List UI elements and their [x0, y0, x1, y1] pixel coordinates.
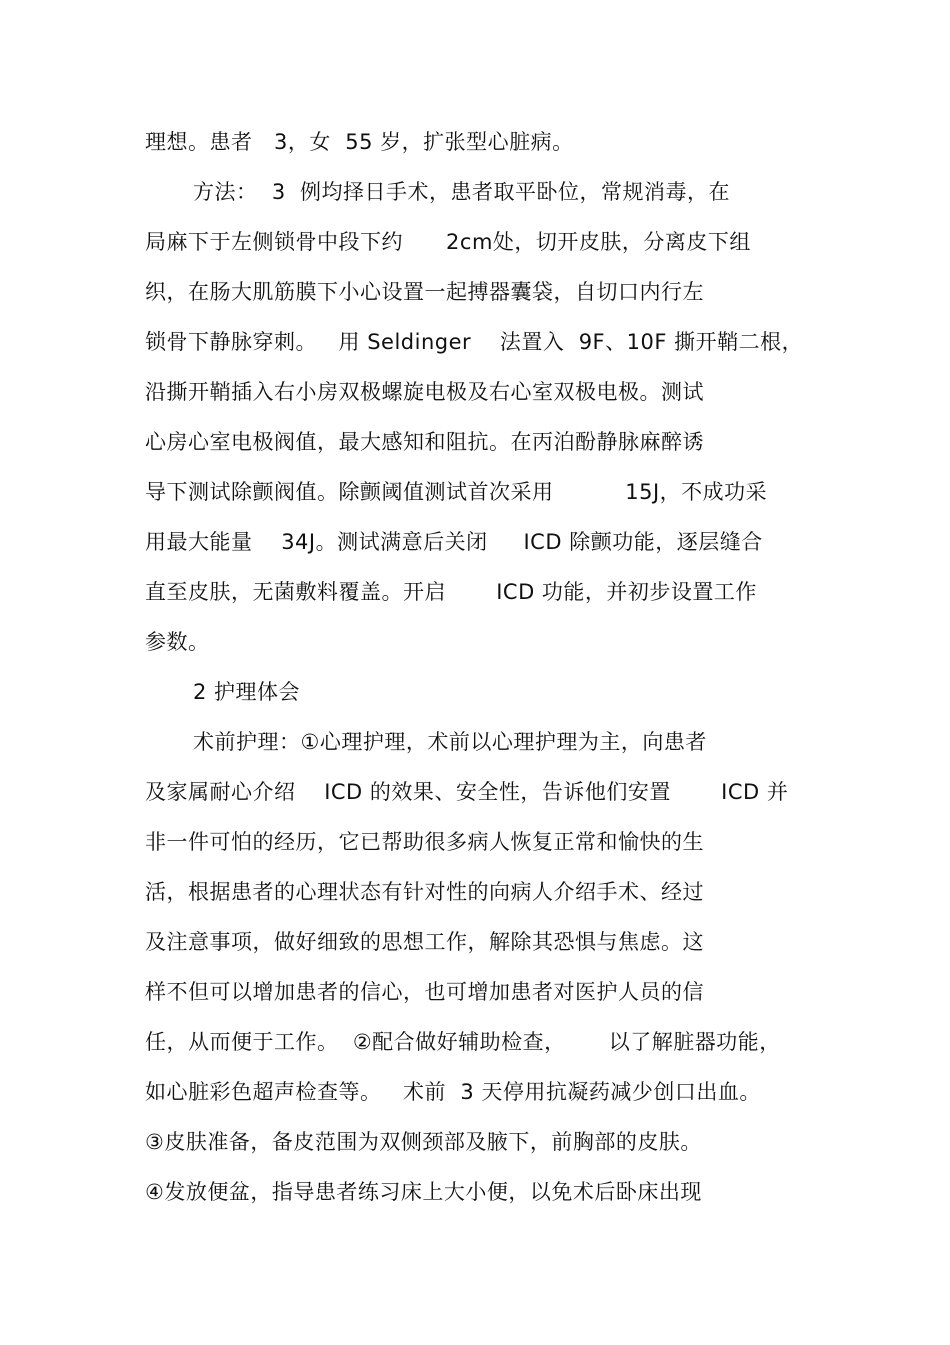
text-line: ③皮肤准备，备皮范围为双侧颈部及腋下，前胸部的皮肤。	[145, 1130, 702, 1154]
text-line: 理想。患者 3，女 55 岁，扩张型心脏病。	[145, 130, 574, 154]
paragraph-preop-start: 术前护理：①心理护理，术前以心理护理为主，向患者	[193, 730, 707, 754]
text-line: 及注意事项，做好细致的思想工作，解除其恐惧与焦虑。这	[145, 930, 704, 954]
section-heading: 2 护理体会	[193, 680, 301, 704]
text-line: 样不但可以增加患者的信心，也可增加患者对医护人员的信	[145, 980, 704, 1004]
text-line: 及家属耐心介绍 ICD 的效果、安全性，告诉他们安置 ICD 并	[145, 780, 789, 804]
paragraph-method-start: 方法： 3 例均择日手术，患者取平卧位，常规消毒，在	[193, 180, 731, 204]
text-line: 沿撕开鞘插入右小房双极螺旋电极及右心室双极电极。测试	[145, 380, 704, 404]
text-line: 导下测试除颤阀值。除颤阈值测试首次采用 15J，不成功采	[145, 480, 768, 504]
text-line: 用最大能量 34J。测试满意后关闭 ICD 除颤功能，逐层缝合	[145, 530, 763, 554]
text-line: 如心脏彩色超声检查等。 术前 3 天停用抗凝药减少创口出血。	[145, 1080, 761, 1104]
text-line: ④发放便盆，指导患者练习床上大小便，以免术后卧床出现	[145, 1180, 702, 1204]
text-line: 局麻下于左侧锁骨中段下约 2cm处，切开皮肤，分离皮下组	[145, 230, 751, 254]
text-line: 织，在肠大肌筋膜下小心设置一起搏器囊袋，自切口内行左	[145, 280, 704, 304]
text-line: 参数。	[145, 630, 210, 654]
text-line: 锁骨下静脉穿刺。 用 Seldinger 法置入 9F、10F 撕开鞘二根，	[145, 330, 804, 354]
text-line: 任，从而便于工作。 ②配合做好辅助检查， 以了解脏器功能，	[145, 1030, 781, 1054]
text-line: 直至皮肤，无菌敷料覆盖。开启 ICD 功能，并初步设置工作	[145, 580, 757, 604]
text-line: 活，根据患者的心理状态有针对性的向病人介绍手术、经过	[145, 880, 704, 904]
text-line: 心房心室电极阀值，最大感知和阻抗。在丙泊酚静脉麻醉诱	[145, 430, 704, 454]
text-line: 非一件可怕的经历，它已帮助很多病人恢复正常和愉快的生	[145, 830, 704, 854]
